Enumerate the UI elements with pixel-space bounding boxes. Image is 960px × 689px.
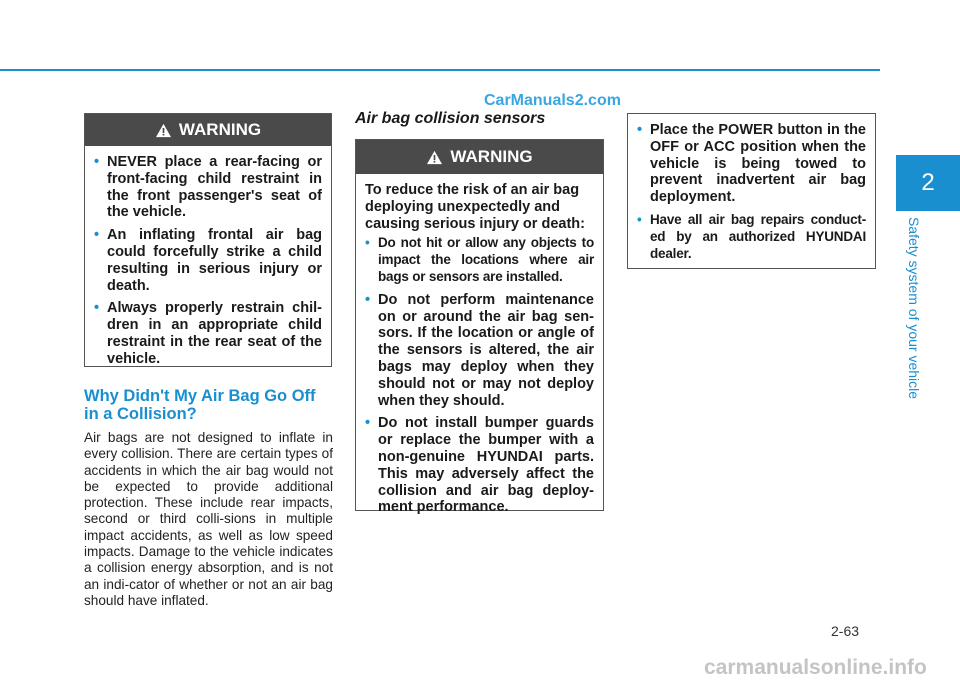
towing-repair-box — [627, 113, 876, 269]
page-number: 2-63 — [831, 623, 860, 639]
chapter-tab: 2 — [896, 155, 960, 211]
warning-intro: To reduce the risk of an air bag deploying unexpectedly and causing serious injury or death: — [365, 182, 585, 232]
child-restraint-warning-box — [84, 113, 332, 367]
sensors-warning-box — [355, 139, 604, 516]
section-title: Why Didn't My Air Bag Go Off in a Collision? — [84, 387, 316, 423]
list-item: • An inflating frontal air bag could forcefully strike a child resulting in serious injury or death. — [94, 227, 322, 294]
watermark-bottom[interactable]: carmanualsonline.info — [704, 656, 927, 679]
warning-header — [356, 140, 603, 174]
list-item: • Do not perform maintenance on or around the air bag sen-sors. If the location or angle of the sensors is altered, the air bags may deploy when they should not or may not deploy when they should. — [365, 291, 594, 409]
warning-label: WARNING — [450, 147, 533, 166]
warning-header — [85, 114, 331, 146]
header-rule — [0, 69, 880, 71]
list-item: • Do not hit or allow any objects to impact the locations where air bags or sensors are installed. — [365, 235, 594, 284]
sensors-heading: Air bag collision sensors — [355, 110, 546, 127]
watermark-top[interactable]: CarManuals2.com — [484, 92, 621, 109]
list-item: • NEVER place a rear-facing or front-facing child restraint in the front passenger's seat of the vehicle. — [94, 154, 322, 221]
warning-triangle-icon — [426, 150, 443, 165]
warning-label: WARNING — [178, 120, 262, 139]
chapter-title: Safety system of your vehicle — [906, 216, 922, 400]
warning-triangle-icon — [155, 123, 172, 138]
section-body: Air bags are not designed to inflate in every collision. There are certain types of accidents in which the air bag would not be expected to provide additional protection. These include rear impacts, second or third colli-sions in multiple impact accidents, as well as low speed impacts. Damage to the vehicle indicates a collision energy absorption, and is not an indi-cator of whether or not an air bag should have inflated. — [84, 430, 333, 608]
list-item: • Always properly restrain chil-dren in an appropriate child restraint in the rear seat of the vehicle. — [94, 300, 322, 367]
list-item: • Do not install bumper guards or replace the bumper with a non-genuine HYUNDAI parts. This may adversely affect the collision and air bag deploy-ment performance. — [365, 415, 594, 516]
list-item: • Place the POWER button in the OFF or ACC position when the vehicle is being towed to prevent inadvertent air bag deployment. — [637, 122, 866, 206]
list-item: • Have all air bag repairs conduct-ed by an authorized HYUNDAI dealer. — [637, 211, 866, 261]
